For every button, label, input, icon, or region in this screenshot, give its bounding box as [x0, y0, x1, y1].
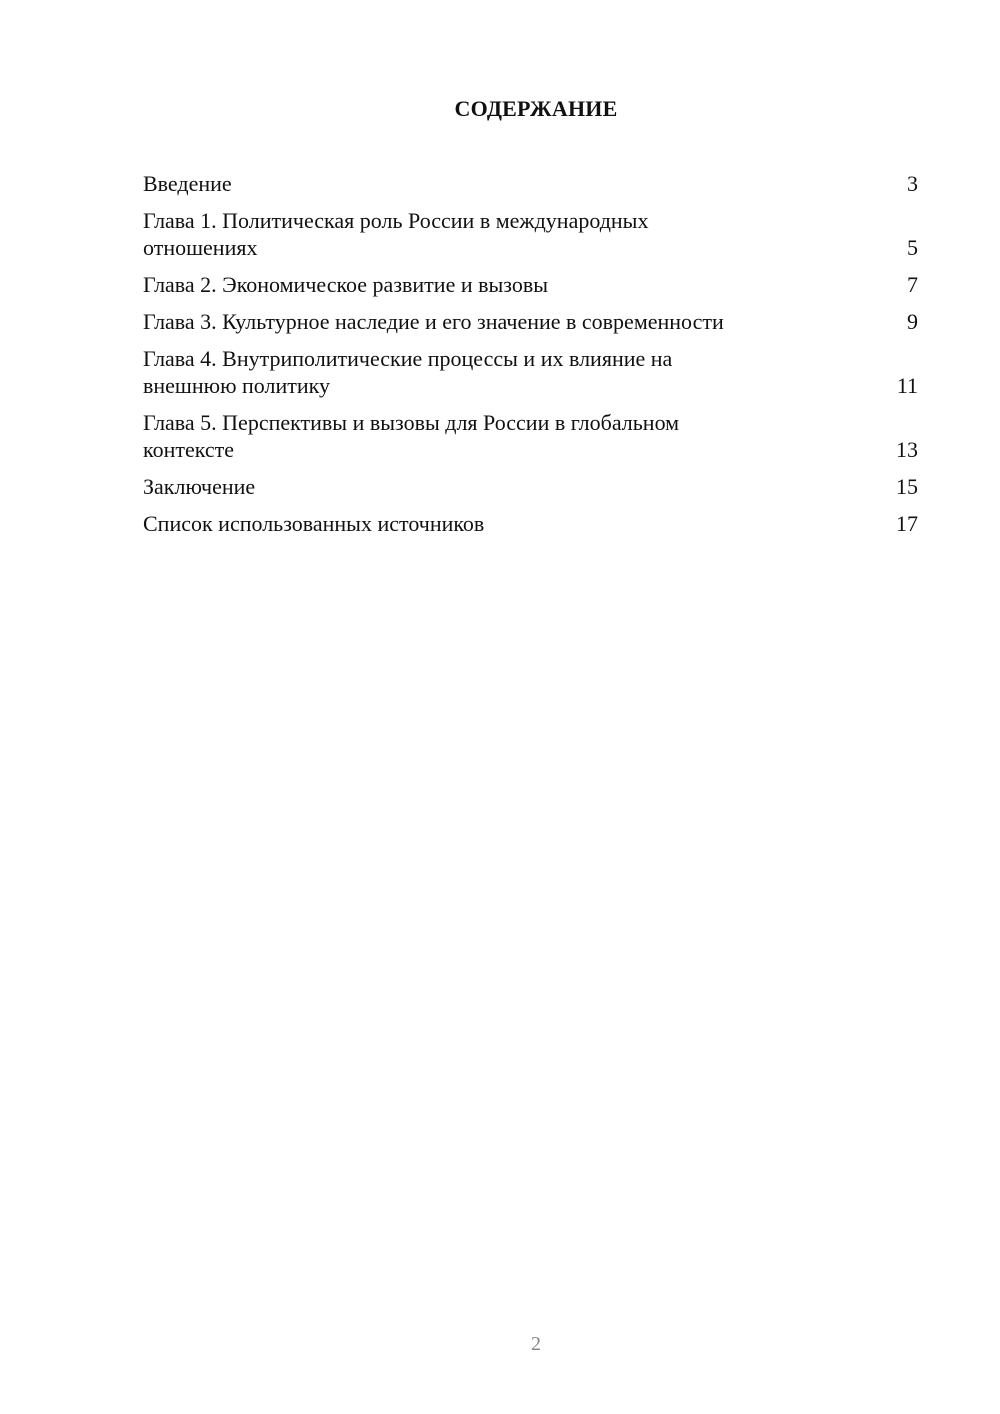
toc-entry-text: Глава 5. Перспективы и вызовы для России в глобальном контексте: [143, 410, 680, 462]
toc-entry-references: [143, 510, 918, 537]
toc-entry-text: Введение: [143, 171, 232, 196]
toc-entry-page: 9: [907, 309, 918, 334]
toc-entry-page: 15: [896, 474, 918, 499]
toc-entry-chapter-5: [143, 409, 918, 463]
toc-entry-page: 13: [896, 437, 918, 462]
toc-entry-chapter-2: [143, 271, 918, 298]
toc-entry-page: 7: [907, 272, 918, 297]
toc-entry-chapter-1: [143, 207, 918, 261]
table-of-contents: [143, 170, 918, 547]
toc-entry-chapter-3: [143, 308, 918, 335]
toc-entry-text: Глава 2. Экономическое развитие и вызовы: [143, 272, 549, 297]
toc-entry-page: 5: [907, 235, 918, 260]
toc-entry-text: Глава 4. Внутриполитические процессы и их влияние на внешнюю политику: [143, 346, 673, 398]
toc-entry-chapter-4: [143, 345, 918, 399]
toc-entry-page: 17: [896, 511, 918, 536]
toc-entry-text: Список использованных источников: [143, 511, 485, 536]
toc-entry-text: Заключение: [143, 474, 256, 499]
toc-entry-introduction: [143, 170, 918, 197]
toc-entry-conclusion: [143, 473, 918, 500]
toc-entry-text: Глава 3. Культурное наследие и его значение в современности: [143, 309, 724, 334]
toc-entry-page: 11: [896, 373, 918, 398]
toc-entry-text: Глава 1. Политическая роль России в международных отношениях: [143, 208, 649, 260]
page-number: 2: [531, 1333, 541, 1355]
page-title: СОДЕРЖАНИЕ: [454, 96, 618, 121]
toc-entry-page: 3: [907, 171, 918, 196]
